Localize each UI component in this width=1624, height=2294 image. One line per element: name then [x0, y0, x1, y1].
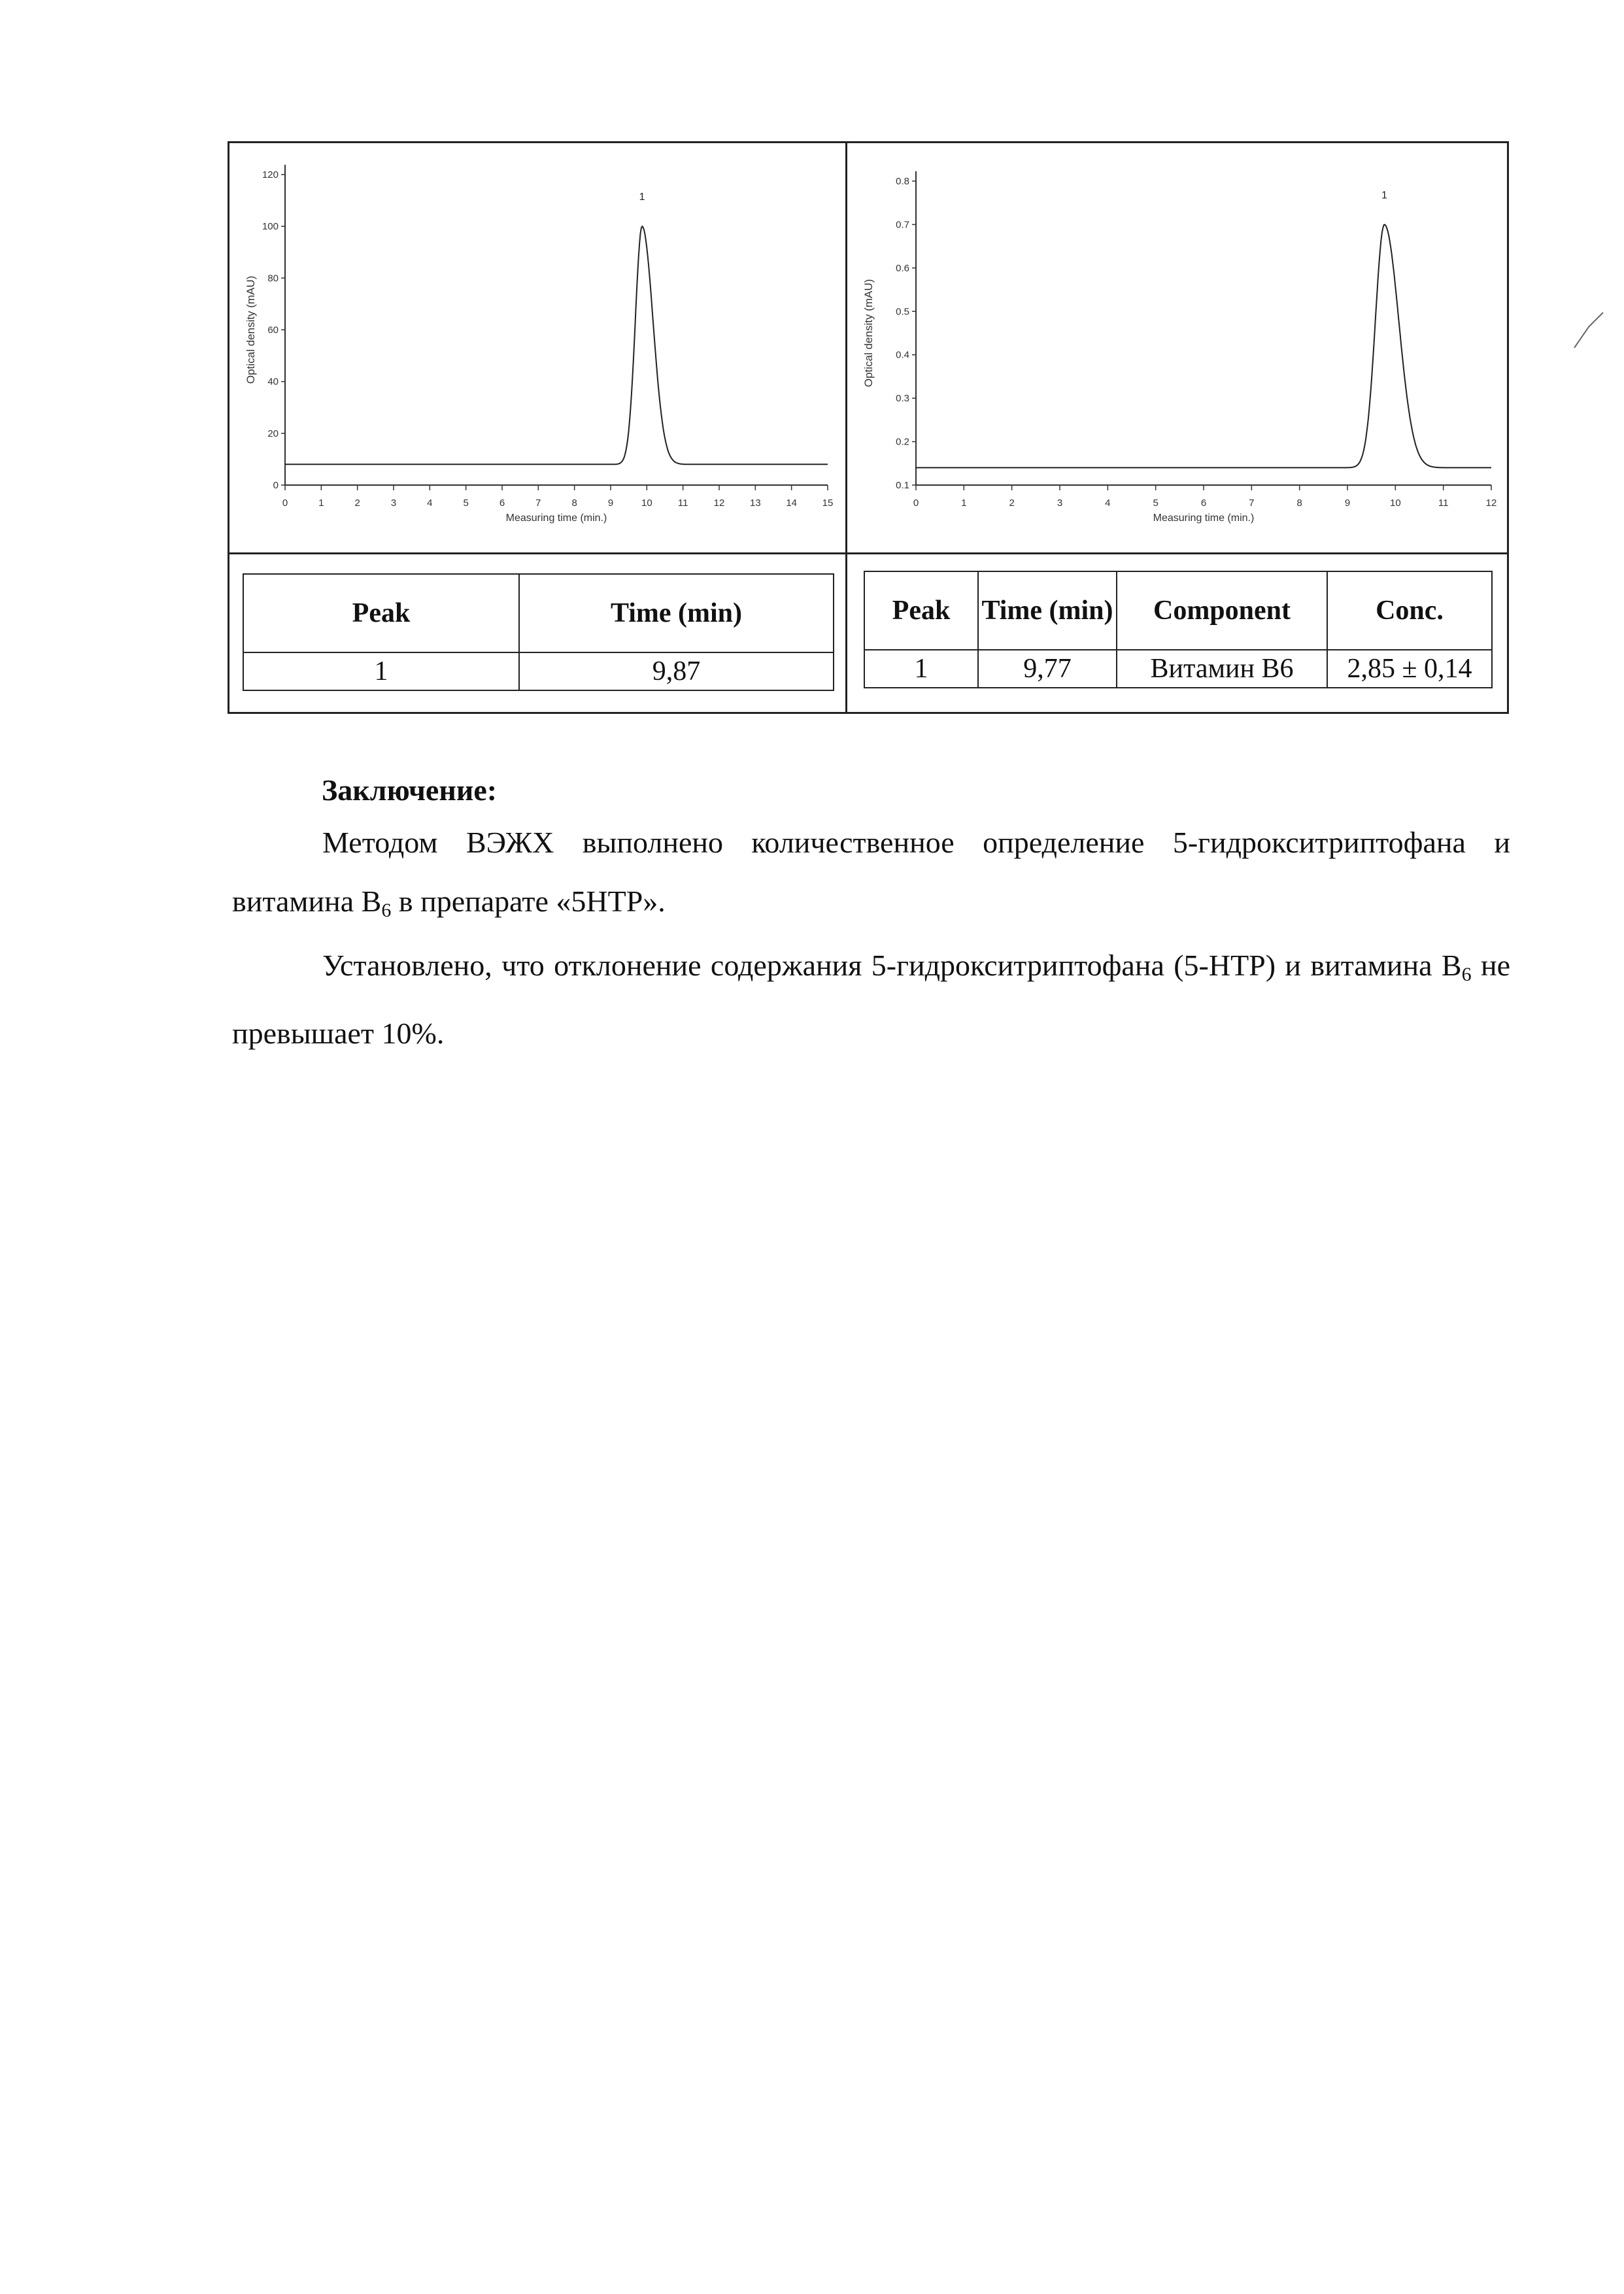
chromatogram-left: [236, 148, 841, 547]
table-row: [864, 650, 1492, 688]
conclusion-paragraph-2: [232, 936, 1510, 1063]
x-tick-label: 7: [1249, 498, 1255, 509]
results-frame: [228, 141, 1509, 714]
column-header: Time (min): [978, 571, 1117, 650]
paragraph-text: не превышает 10%.: [232, 949, 1510, 1050]
x-tick-label: 8: [571, 498, 577, 509]
x-tick-label: 0: [913, 498, 919, 509]
x-tick-label: 1: [961, 498, 967, 509]
paragraph-text: Методом ВЭЖХ выполнено количественное определение 5-гидрокситриптофана и витамина B: [232, 826, 1510, 918]
chromatogram-trace: [916, 225, 1491, 468]
table-header-row: [243, 574, 834, 652]
x-tick-label: 2: [354, 498, 360, 509]
conclusion-heading: Заключение:: [322, 773, 498, 807]
chromatogram-left-svg: [236, 148, 841, 547]
chromatogram-right-svg: [854, 148, 1504, 547]
x-tick-label: 6: [499, 498, 505, 509]
y-tick-label: 40: [267, 376, 279, 388]
y-tick-label: 0.7: [896, 219, 909, 231]
x-tick-label: 10: [641, 498, 652, 509]
x-tick-label: 15: [822, 498, 834, 509]
pen-mark-scribble: [1569, 307, 1608, 353]
y-axis-label: Optical density (mAU): [862, 278, 875, 388]
y-tick-label: 0.4: [896, 349, 909, 361]
frame-horizontal-divider: [229, 552, 1507, 554]
table-header-row: [864, 571, 1492, 650]
x-tick-label: 11: [677, 498, 688, 509]
y-tick-label: 0.3: [896, 393, 909, 405]
y-tick-label: 0.1: [896, 480, 909, 491]
peak-marker-label: 1: [1381, 190, 1387, 201]
results-table-left: [243, 573, 834, 691]
peak-marker-label: 1: [639, 192, 645, 203]
y-tick-label: 60: [267, 324, 279, 336]
column-header: Conc.: [1327, 571, 1492, 650]
x-tick-label: 13: [749, 498, 761, 509]
y-tick-label: 80: [267, 273, 279, 284]
x-tick-label: 11: [1438, 498, 1449, 509]
x-tick-label: 4: [1105, 498, 1111, 509]
x-tick-label: 2: [1009, 498, 1015, 509]
x-tick-label: 6: [1200, 498, 1207, 509]
subscript: 6: [381, 900, 392, 921]
x-tick-label: 8: [1296, 498, 1302, 509]
x-tick-label: 12: [1485, 498, 1497, 509]
x-tick-label: 3: [1057, 498, 1063, 509]
x-tick-label: 7: [535, 498, 541, 509]
x-tick-label: 3: [390, 498, 397, 509]
x-axis-label: Measuring time (min.): [505, 513, 607, 524]
column-header: Component: [1117, 571, 1327, 650]
table-cell: 1: [243, 652, 519, 690]
x-tick-label: 10: [1389, 498, 1401, 509]
y-axis-label: Optical density (mAU): [245, 275, 257, 384]
table-cell: 1: [864, 650, 978, 688]
y-tick-label: 0.2: [896, 436, 909, 448]
x-tick-label: 4: [427, 498, 433, 509]
x-tick-label: 9: [607, 498, 614, 509]
x-tick-label: 14: [786, 498, 798, 509]
paragraph-text: в препарате «5HTP».: [391, 885, 666, 918]
y-tick-label: 120: [262, 169, 279, 180]
table-cell: 2,85 ± 0,14: [1327, 650, 1492, 688]
table-cell: 9,87: [519, 652, 834, 690]
chromatogram-right: [854, 148, 1504, 547]
y-tick-label: 0: [273, 480, 279, 491]
frame-vertical-divider: [845, 143, 847, 712]
x-tick-label: 9: [1344, 498, 1351, 509]
chromatogram-trace: [285, 226, 828, 464]
results-table-right: [864, 571, 1493, 688]
table-row: [243, 652, 834, 690]
y-tick-label: 0.8: [896, 176, 909, 187]
y-tick-label: 0.6: [896, 262, 909, 274]
y-tick-label: 0.5: [896, 306, 909, 318]
column-header: Time (min): [519, 574, 834, 652]
x-axis-label: Measuring time (min.): [1153, 513, 1255, 524]
column-header: Peak: [243, 574, 519, 652]
subscript: 6: [1461, 964, 1472, 985]
x-tick-label: 12: [713, 498, 725, 509]
x-tick-label: 5: [1153, 498, 1159, 509]
table-cell: 9,77: [978, 650, 1117, 688]
x-tick-label: 1: [318, 498, 324, 509]
y-tick-label: 100: [262, 221, 279, 233]
paragraph-text: Установлено, что отклонение содержания 5-гидрокситриптофана (5-HTP) и витамина B: [322, 949, 1462, 982]
x-tick-label: 0: [282, 498, 288, 509]
table-cell: Витамин B6: [1117, 650, 1327, 688]
conclusion-paragraph-1: [232, 813, 1510, 940]
x-tick-label: 5: [463, 498, 469, 509]
column-header: Peak: [864, 571, 978, 650]
y-tick-label: 20: [267, 428, 279, 439]
